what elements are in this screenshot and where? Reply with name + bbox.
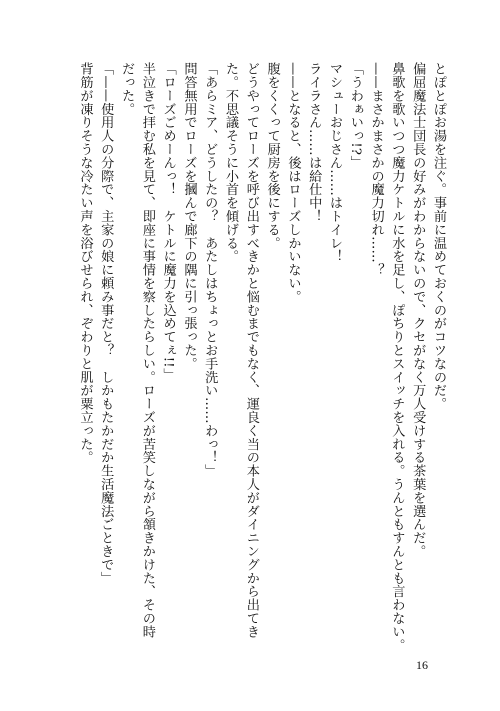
- body-text: [48, 62, 448, 652]
- text-line: ライラさん……は給仕中！: [306, 62, 322, 223]
- text-line: 偏屈魔法士団長の好みがわからないので、クセがなく万人受けする茶葉を選んだ。: [410, 62, 426, 558]
- text-line: マシューおじさん……はトイレ！: [327, 62, 343, 263]
- text-line: 鼻歌を歌いつつ魔力ケトルに水を足し、ぽちりとスイッチを入れる。うんともすんとも言わない。: [389, 62, 405, 652]
- page-number: 16: [416, 658, 428, 672]
- text-line: だった。: [119, 62, 135, 116]
- text-line: ——となると、後はローズしかいない。: [285, 62, 301, 304]
- text-line: どうやってローズを呼び出すべきかと悩むまでもなく、運良く当の本人がダイニングから出てき: [243, 62, 259, 639]
- text-line: 「あらミア、どうしたの？ あたしはちょっとお手洗い……わっ！」: [202, 62, 218, 478]
- text-line: 問答無用でローズを摑んで廊下の隅に引っ張った。: [181, 62, 197, 371]
- text-line: 「うわぁいっ!?」: [347, 62, 363, 169]
- text-line: 半泣きで拝む私を見て、即座に事情を察したらしい。ローズが苦笑しながら頷きかけた、その時: [139, 62, 155, 639]
- text-line: 「ローズごめーんっ！ ケトルに魔力を込めてぇ!!」: [160, 62, 176, 382]
- text-line: 「——使用人の分際で、主家の娘に頼み事だと？ しかもたかだか生活魔法ごときで」: [98, 62, 114, 585]
- text-line: 腹をくくって厨房を後にする。: [264, 62, 280, 250]
- text-line: 背筋が凍りそうな冷たい声を浴びせられ、ぞわりと肌が粟立った。: [77, 62, 93, 464]
- text-line: とぽとぽお湯を注ぐ。事前に温めておくのがコツなのだ。: [431, 62, 446, 411]
- text-line: ——まさかまさかの魔力切れ……？: [368, 62, 384, 277]
- text-line: た。不思議そうに小首を傾げる。: [223, 62, 239, 263]
